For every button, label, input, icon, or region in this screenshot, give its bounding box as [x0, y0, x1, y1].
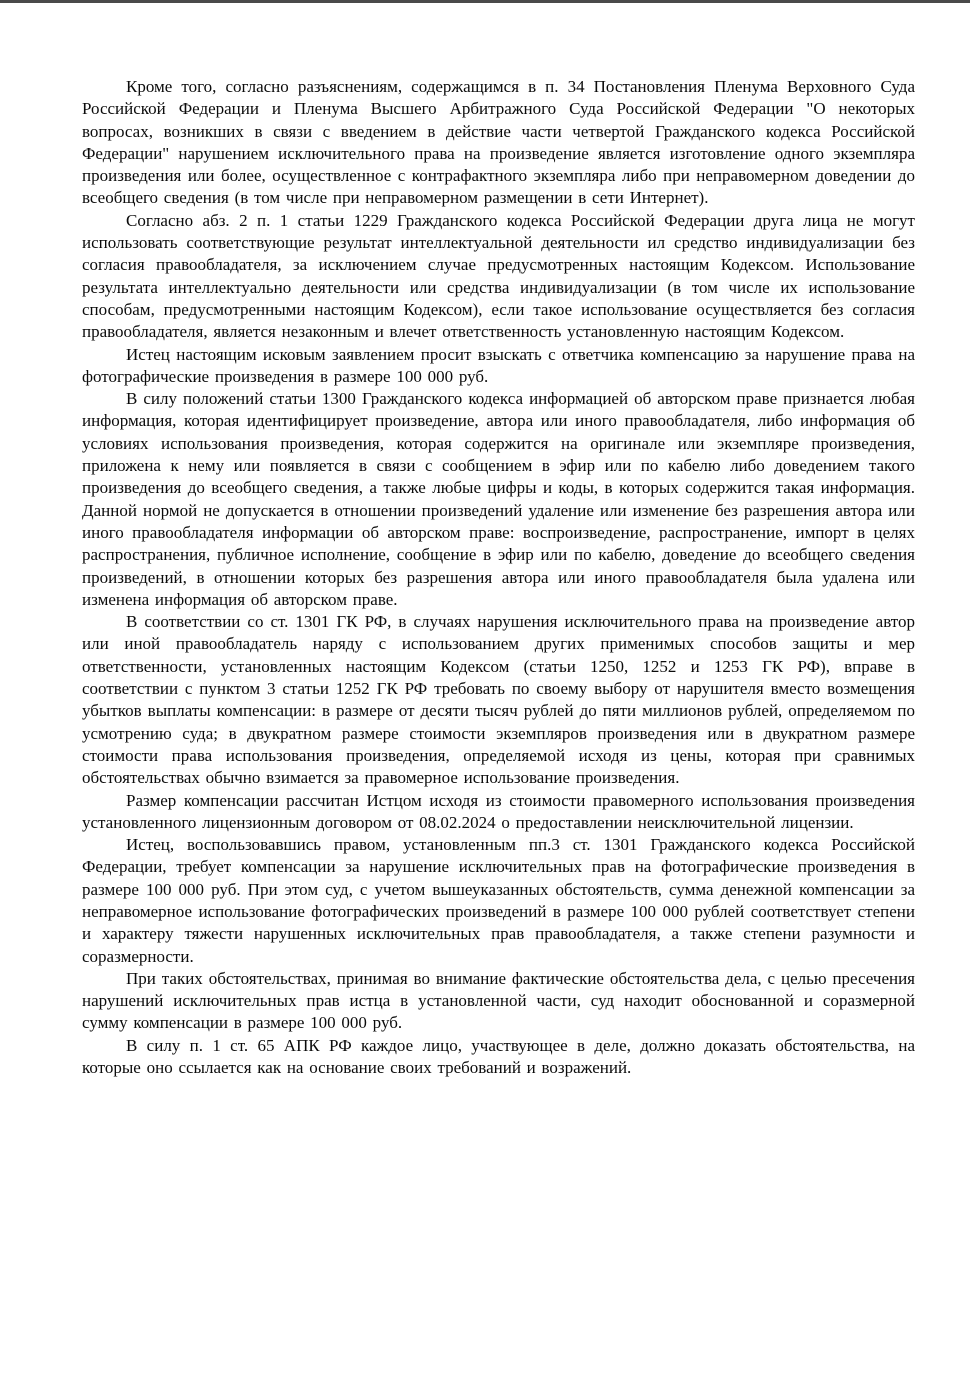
paragraph-apk-65: В силу п. 1 ст. 65 АПК РФ каждое лицо, участвующее в деле, должно доказать обстоятельства, на которые оно ссылается как на основание своих требований и возражений. [82, 1035, 915, 1078]
paragraph-article-1300: В силу положений статьи 1300 Гражданского кодекса информацией об авторском праве признается любая информация, которая идентифицирует произведение, автора или иного правообладателя, либо информация об условиях использования произведения, которая содержится на оригинале или экземпляре произведения, приложена к нему или появляется в связи с сообщением в эфир или по кабелю либо доведением такого произведения до всеобщего сведения, а также любые цифры и коды, в которых содержится такая информация. Данной нормой не допускается в отношении произведений удаление или изменение без разрешения автора или иного правообладателя информации об авторском праве: воспроизведение, распространение, импорт в целях распространения, публичное исполнение, сообщение в эфир или по кабелю, доведение до всеобщего сведения произведений, в отношении которых без разрешения автора или иного правообладателя была удалена или изменена информация об авторском праве. [82, 389, 915, 609]
paragraph-claim-basis: Истец, воспользовавшись правом, установленным пп.3 ст. 1301 Гражданского кодекса Российской Федерации, требует компенсации за нарушение исключительных прав на фотографические произведения в размере 100 000 руб. При этом суд, с учетом вышеуказанных обстоятельств, сумма денежной компенсации за неправомерное использование фотографических произведений в размере 100 000 рублей соответствует степени и характеру тяжести нарушенных исключительных прав правообладателя, а также степени разумности и соразмерности. [82, 835, 915, 966]
scan-edge-artifact [0, 0, 970, 3]
paragraph-article-1301: В соответствии со ст. 1301 ГК РФ, в случаях нарушения исключительного права на произведение автор или иной правообладатель наряду с использованием других применимых способов защиты и мер ответственности, установленных настоящим Кодексом (статьи 1250, 1252 и 1253 ГК РФ), вправе в соответствии с пунктом 3 статьи 1252 ГК РФ требовать по своему выбору от нарушителя вместо возмещения убытков выплаты компенсации: в размере от десяти тысяч рублей до пяти миллионов рублей, определяемом по усмотрению суда; в двукратном размере стоимости экземпляров произведения или в двукратном размере стоимости права использования произведения, определяемой исходя из цены, которая при сравнимых обстоятельствах обычно взимается за правомерное использование произведения. [82, 612, 915, 788]
paragraph-plenum-34: Кроме того, согласно разъяснениям, содержащимся в п. 34 Постановления Пленума Верховного Суда Российской Федерации и Пленума Высшего Арбитражного Суда Российской Федерации "О некоторых вопросах, возникших в связи с введением в действие части четвертой Гражданского кодекса Российской Федерации" нарушением исключительного права на произведение является изготовление одного экземпляра произведения или более, осуществленное с контрафактного экземпляра либо при неправомерном доведении до всеобщего сведения (в том числе при неправомерном размещении в сети Интернет). [82, 77, 915, 208]
paragraph-compensation-calculation: Размер компенсации рассчитан Истцом исходя из стоимости правомерного использования произведения установленного лицензионным договором от 08.02.2024 о предоставлении неисключительной лицензии. [82, 790, 915, 832]
paragraph-claim-compensation: Истец настоящим исковым заявлением просит взыскать с ответчика компенсацию за нарушение права на фотографические произведения в размере 100 000 руб. [82, 344, 915, 386]
paragraph-court-finding: При таких обстоятельствах, принимая во внимание фактические обстоятельства дела, с целью пресечения нарушений исключительных прав истца в установленной части, суд находит обоснованной и соразмерной сумму компенсации в размере 100 000 руб. [82, 968, 915, 1033]
document-text-block [82, 76, 915, 1079]
paragraph-article-1229: Согласно абз. 2 п. 1 статьи 1229 Гражданского кодекса Российской Федерации друга лица не могут использовать соответствующие результат интеллектуальной деятельности ил средство индивидуализации без согласия правообладателя, за исключением случае предусмотренных настоящим Кодексом. Использование результата интеллектуально деятельности или средства индивидуализации (в том числе их использование способам, предусмотренными настоящим Кодексом), если такое использование осуществляется без согласия правообладателя, является незаконным и влечет ответственность установленную настоящим Кодексом. [82, 210, 915, 342]
